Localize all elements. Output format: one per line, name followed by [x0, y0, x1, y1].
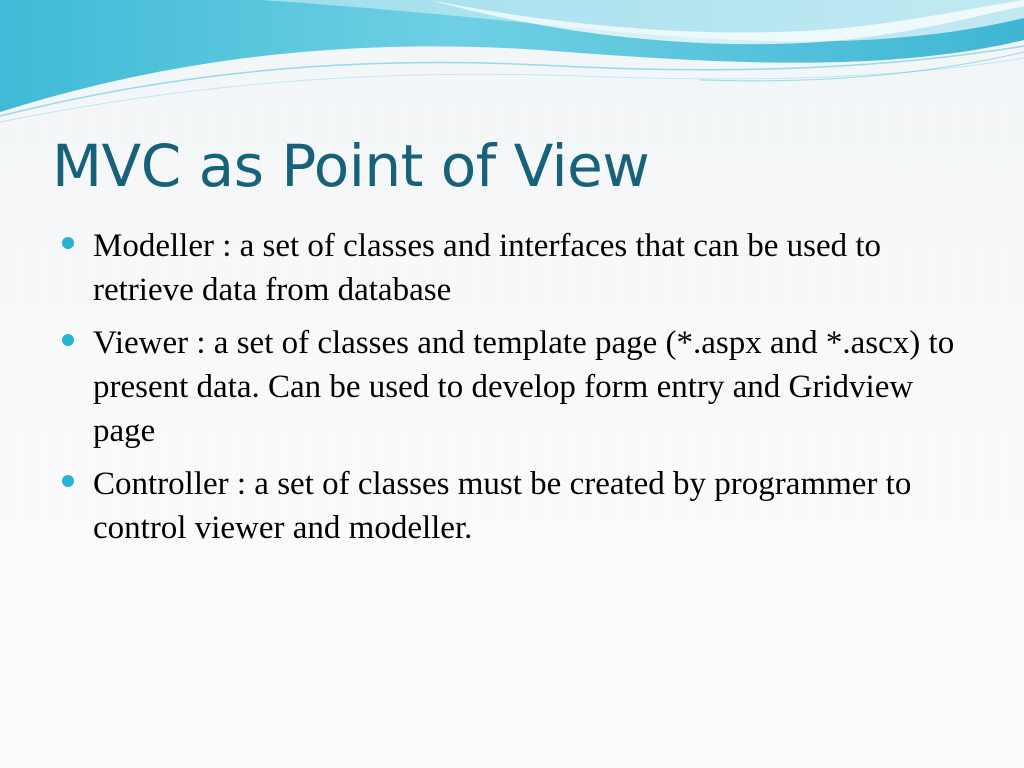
- bullet-text: Viewer : a set of classes and template page (*.aspx and *.ascx) to present data. Can be used to develop form entry and Gridview page: [93, 325, 963, 449]
- bullet-list: [62, 224, 962, 559]
- bullet-text: Controller : a set of classes must be created by programmer to control viewer and modeller.: [93, 466, 920, 546]
- bullet-icon: [62, 334, 74, 346]
- header-wave-decoration: [0, 0, 1024, 130]
- bullet-icon: [62, 237, 74, 249]
- slide-title: MVC as Point of View: [52, 132, 650, 200]
- bullet-icon: [62, 475, 74, 487]
- bullet-text: Modeller : a set of classes and interfaces that can be used to retrieve data from database: [93, 228, 890, 308]
- bullet-item-modeller: [62, 224, 962, 312]
- bullet-item-viewer: [62, 321, 962, 453]
- bullet-item-controller: [62, 462, 962, 550]
